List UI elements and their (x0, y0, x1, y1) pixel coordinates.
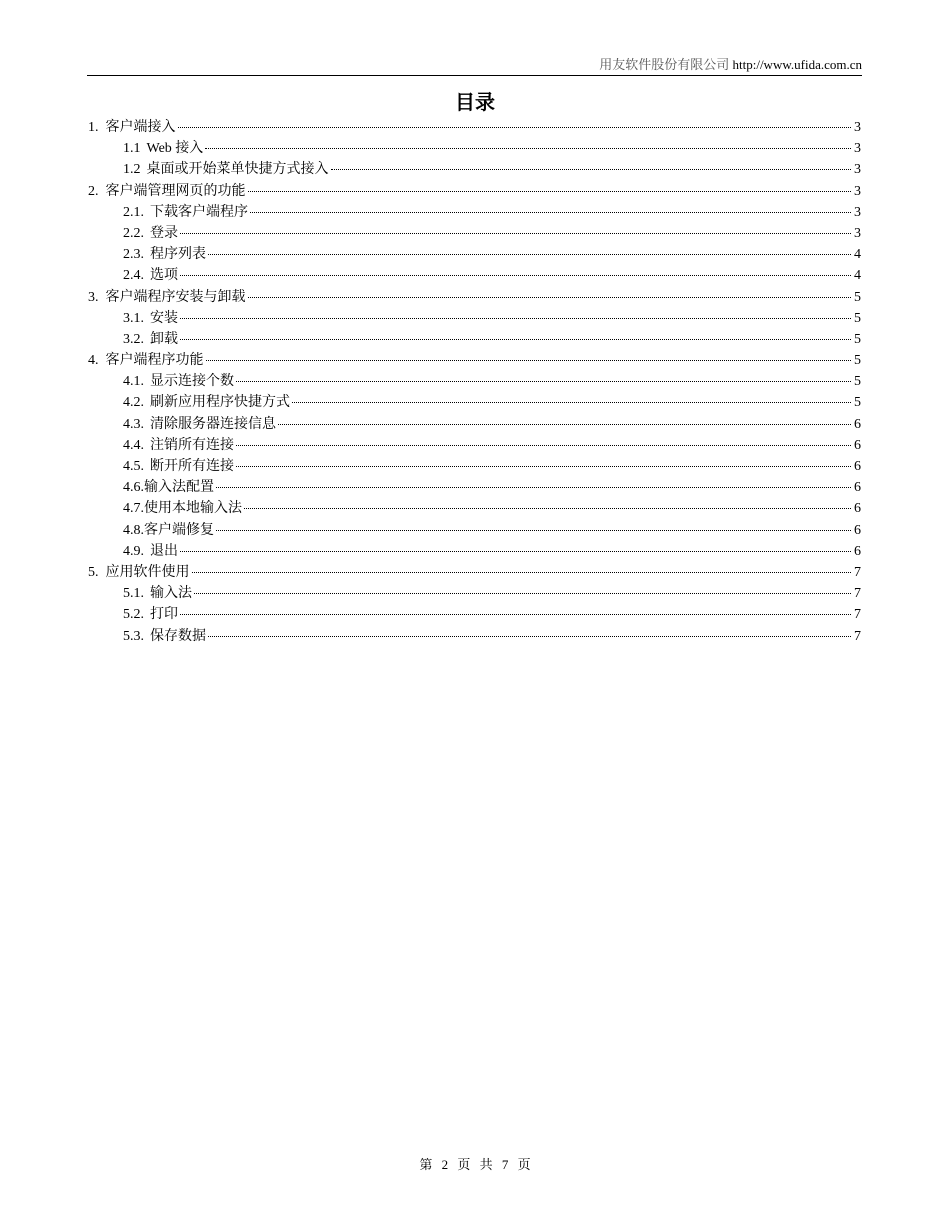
toc-entry[interactable] (88, 159, 861, 180)
toc-entry-number: 1.1 (123, 141, 141, 157)
toc-entry-label: 断开所有连接 (150, 459, 234, 474)
toc-entry[interactable] (88, 541, 861, 562)
toc-entry-page-number: 6 (854, 416, 861, 432)
toc-entry-number: 2.3. (123, 247, 144, 263)
toc-entry-number: 2.2. (123, 225, 144, 241)
toc-entry[interactable] (88, 181, 861, 202)
page-header (87, 55, 862, 75)
toc-title: 目录 (455, 90, 495, 114)
toc-entry-page-number: 7 (854, 586, 861, 602)
toc-dot-leader (180, 275, 851, 276)
toc-entry-label: 应用软件使用 (105, 564, 190, 580)
toc-entry-label: 客户端程序功能 (105, 353, 204, 369)
toc-entry-number: 4.3. (123, 416, 144, 432)
toc-entry-number: 4.2. (123, 395, 144, 411)
toc-entry-number: 5. (88, 564, 99, 580)
toc-dot-leader (244, 508, 851, 509)
page-footer: 第 2 页 共 7 页 (419, 1157, 531, 1172)
toc-entry-page-number: 5 (854, 310, 861, 326)
toc-entry-number: 3.2. (123, 331, 144, 347)
toc-dot-leader (206, 360, 852, 361)
toc-entry[interactable] (88, 202, 861, 223)
toc-entry-label: 客户端程序安装与卸载 (105, 289, 246, 305)
toc-entry-page-number: 6 (854, 459, 861, 474)
toc-entry-label: Web 接入 (146, 141, 204, 157)
toc-dot-leader (216, 487, 851, 488)
toc-entry-page-number: 3 (854, 120, 861, 135)
toc-entry-number: 2. (88, 183, 99, 199)
toc-entry-page-number: 6 (854, 480, 861, 496)
toc-entry-label: 刷新应用程序快捷方式 (150, 395, 290, 411)
toc-dot-leader (250, 212, 851, 213)
toc-dot-leader (180, 339, 851, 340)
toc-entry-label: 输入法 (150, 586, 192, 602)
toc-entry-page-number: 3 (854, 225, 861, 241)
toc-entry[interactable] (88, 520, 861, 541)
toc-dot-leader (180, 233, 851, 234)
toc-entry-label: 安装 (150, 310, 178, 326)
table-of-contents (88, 117, 861, 647)
toc-entry[interactable] (88, 308, 861, 329)
toc-dot-leader (178, 127, 852, 128)
toc-entry-label: 程序列表 (150, 247, 206, 263)
toc-dot-leader (236, 445, 851, 446)
toc-entry-page-number: 4 (854, 268, 861, 284)
toc-entry-number: 3. (88, 289, 99, 305)
toc-entry-label: 客户端修复 (144, 522, 214, 538)
header-divider (87, 75, 862, 76)
toc-entry[interactable] (88, 117, 861, 138)
toc-entry-page-number: 6 (854, 437, 861, 453)
toc-dot-leader (278, 424, 851, 425)
toc-entry[interactable] (88, 392, 861, 413)
toc-entry-page-number: 7 (854, 607, 861, 623)
toc-entry[interactable] (88, 562, 861, 583)
toc-entry[interactable] (88, 435, 861, 456)
toc-entry-number: 4.1. (123, 374, 144, 390)
toc-entry-page-number: 5 (854, 331, 861, 347)
toc-entry-page-number: 5 (854, 374, 861, 390)
toc-entry[interactable] (88, 265, 861, 286)
toc-entry-label: 客户端接入 (105, 120, 176, 135)
toc-entry-page-number: 3 (854, 162, 861, 178)
header-url: http://www.ufida.com.cn (732, 57, 862, 72)
toc-entry-page-number: 4 (854, 247, 861, 263)
toc-entry-page-number: 7 (854, 564, 861, 580)
toc-dot-leader (205, 148, 851, 149)
toc-entry-number: 4.6. (123, 480, 144, 496)
toc-entry[interactable] (88, 350, 861, 371)
toc-dot-leader (248, 297, 852, 298)
toc-dot-leader (180, 318, 851, 319)
toc-entry[interactable] (88, 498, 861, 519)
toc-dot-leader (208, 636, 851, 637)
toc-entry-page-number: 3 (854, 141, 861, 157)
toc-entry[interactable] (88, 329, 861, 350)
toc-dot-leader (194, 593, 851, 594)
toc-entry-label: 打印 (150, 607, 178, 623)
toc-entry-label: 显示连接个数 (150, 374, 234, 390)
toc-entry-page-number: 6 (854, 543, 861, 559)
toc-entry[interactable] (88, 626, 861, 647)
toc-entry-label: 下载客户端程序 (150, 204, 248, 220)
toc-entry[interactable] (88, 414, 861, 435)
toc-entry-label: 桌面或开始菜单快捷方式接入 (146, 162, 329, 178)
toc-entry-page-number: 6 (854, 522, 861, 538)
toc-entry-number: 2.4. (123, 268, 144, 284)
toc-entry-number: 4.7. (123, 501, 144, 517)
toc-entry-number: 5.2. (123, 607, 144, 623)
toc-entry-page-number: 7 (854, 628, 861, 644)
toc-dot-leader (180, 551, 851, 552)
toc-entry-label: 卸载 (150, 331, 178, 347)
toc-entry-number: 1. (88, 120, 99, 135)
toc-dot-leader (208, 254, 851, 255)
toc-entry-number: 5.3. (123, 628, 144, 644)
toc-entry[interactable] (88, 244, 861, 265)
header-company-name: 用友软件股份有限公司 (599, 57, 730, 72)
toc-entry[interactable] (88, 138, 861, 159)
toc-entry[interactable] (88, 604, 861, 625)
toc-entry-number: 4.8. (123, 522, 144, 538)
toc-dot-leader (248, 191, 852, 192)
toc-entry-page-number: 6 (854, 501, 861, 517)
toc-entry[interactable] (88, 477, 861, 498)
toc-entry-label: 清除服务器连接信息 (150, 416, 276, 432)
toc-dot-leader (236, 466, 851, 467)
toc-entry-label: 使用本地输入法 (144, 501, 242, 517)
toc-entry-number: 5.1. (123, 586, 144, 602)
toc-entry[interactable] (88, 456, 861, 477)
toc-entry-number: 4.5. (123, 459, 144, 474)
toc-entry-label: 输入法配置 (144, 480, 214, 496)
toc-entry-label: 登录 (150, 225, 178, 241)
toc-entry-number: 4.9. (123, 543, 144, 559)
toc-entry-label: 退出 (150, 543, 178, 559)
toc-entry-number: 2.1. (123, 204, 144, 220)
toc-entry-label: 保存数据 (150, 628, 206, 644)
toc-dot-leader (292, 402, 851, 403)
toc-dot-leader (180, 614, 851, 615)
toc-entry-page-number: 5 (854, 289, 861, 305)
toc-dot-leader (236, 381, 851, 382)
toc-entry-label: 注销所有连接 (150, 437, 234, 453)
toc-entry-number: 4. (88, 353, 99, 369)
toc-entry[interactable] (88, 223, 861, 244)
toc-entry-number: 4.4. (123, 437, 144, 453)
toc-dot-leader (192, 572, 852, 573)
toc-entry[interactable] (88, 371, 861, 392)
toc-entry-page-number: 3 (854, 204, 861, 220)
toc-entry-page-number: 5 (854, 395, 861, 411)
toc-entry-number: 1.2 (123, 162, 141, 178)
toc-dot-leader (331, 169, 852, 170)
toc-entry[interactable] (88, 583, 861, 604)
toc-entry[interactable] (88, 287, 861, 308)
toc-entry-label: 客户端管理网页的功能 (105, 183, 246, 199)
toc-entry-label: 选项 (150, 268, 178, 284)
toc-entry-page-number: 3 (854, 183, 861, 199)
toc-entry-page-number: 5 (854, 353, 861, 369)
toc-entry-number: 3.1. (123, 310, 144, 326)
toc-dot-leader (216, 530, 851, 531)
